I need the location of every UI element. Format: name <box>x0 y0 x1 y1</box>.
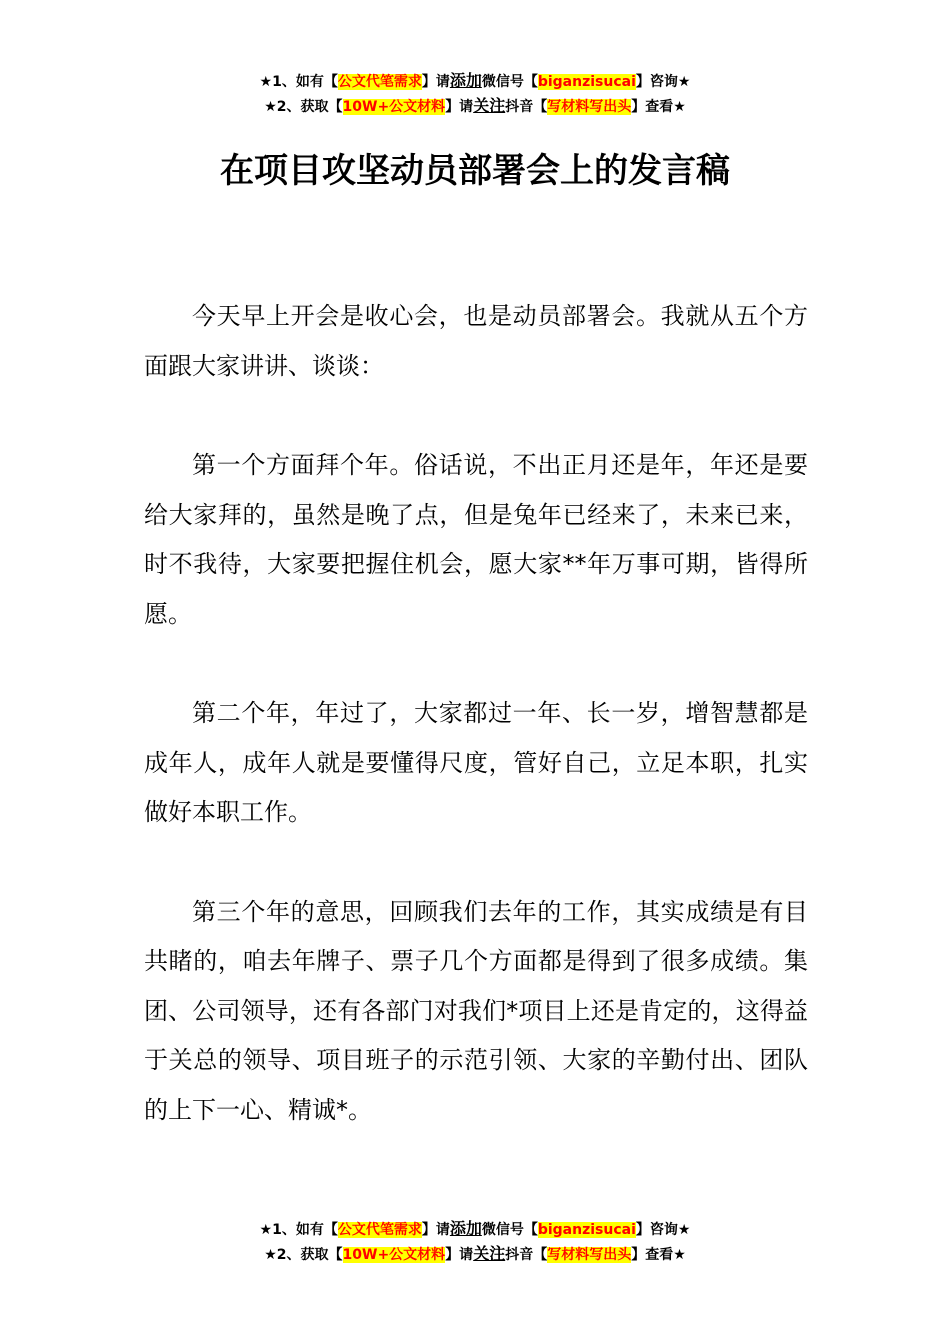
banner-highlight: 写材料写出头 <box>547 1247 632 1263</box>
banner-text: ★1、如有【 <box>259 74 338 90</box>
banner-underlined: 关注 <box>473 1244 506 1263</box>
banner-line-2 <box>0 1241 950 1266</box>
banner-line-2 <box>0 93 950 118</box>
banner-text: 】请 <box>421 1222 450 1238</box>
banner-highlight: biganzisucai <box>537 1222 636 1238</box>
banner-text: 】查看★ <box>631 99 686 115</box>
banner-highlight: 公文代笔需求 <box>337 1222 422 1238</box>
banner-underlined: 添加 <box>449 71 482 90</box>
banner-underlined: 添加 <box>449 1219 482 1238</box>
banner-underlined: 关注 <box>473 96 506 115</box>
banner-highlight: 10W+公文材料 <box>342 1247 446 1263</box>
banner-highlight: biganzisucai <box>537 74 636 90</box>
paragraph: 第一个方面拜个年。俗话说，不出正月还是年，年还是要给大家拜的，虽然是晚了点，但是兔年已经来了，未来已来，时不我待，大家要把握住机会，愿大家**年万事可期，皆得所愿。 <box>144 451 808 628</box>
header-banner <box>0 68 950 118</box>
document-body <box>144 292 808 1185</box>
banner-text: ★1、如有【 <box>259 1222 338 1238</box>
banner-text: 微信号【 <box>481 74 538 90</box>
banner-text: 】请 <box>421 74 450 90</box>
footer-banner <box>0 1216 950 1266</box>
banner-text: 】请 <box>445 99 474 115</box>
banner-line-1 <box>0 68 950 93</box>
banner-text: 】请 <box>445 1247 474 1263</box>
banner-text: 抖音【 <box>505 1247 548 1263</box>
banner-text: 】查看★ <box>631 1247 686 1263</box>
paragraph: 今天早上开会是收心会，也是动员部署会。我就从五个方面跟大家讲讲、谈谈： <box>144 302 808 380</box>
banner-highlight: 写材料写出头 <box>547 99 632 115</box>
document-title: 在项目攻坚动员部署会上的发言稿 <box>220 151 730 191</box>
banner-text: ★2、获取【 <box>264 99 343 115</box>
banner-text: 微信号【 <box>481 1222 538 1238</box>
banner-text: 】咨询★ <box>635 1222 691 1238</box>
paragraph: 第二个年，年过了，大家都过一年、长一岁，增智慧都是成年人，成年人就是要懂得尺度，管好自己，立足本职，扎实做好本职工作。 <box>144 699 808 826</box>
banner-text: 】咨询★ <box>635 74 691 90</box>
banner-text: ★2、获取【 <box>264 1247 343 1263</box>
paragraph: 第三个年的意思，回顾我们去年的工作，其实成绩是有目共睹的，咱去年牌子、票子几个方面都是得到了很多成绩。集团、公司领导，还有各部门对我们*项目上还是肯定的，这得益于关总的领导、项目班子的示范引领、大家的辛勤付出、团队的上下一心、精诚*。 <box>144 897 808 1124</box>
banner-line-1 <box>0 1216 950 1241</box>
banner-highlight: 10W+公文材料 <box>342 99 446 115</box>
banner-highlight: 公文代笔需求 <box>337 74 422 90</box>
banner-text: 抖音【 <box>505 99 548 115</box>
